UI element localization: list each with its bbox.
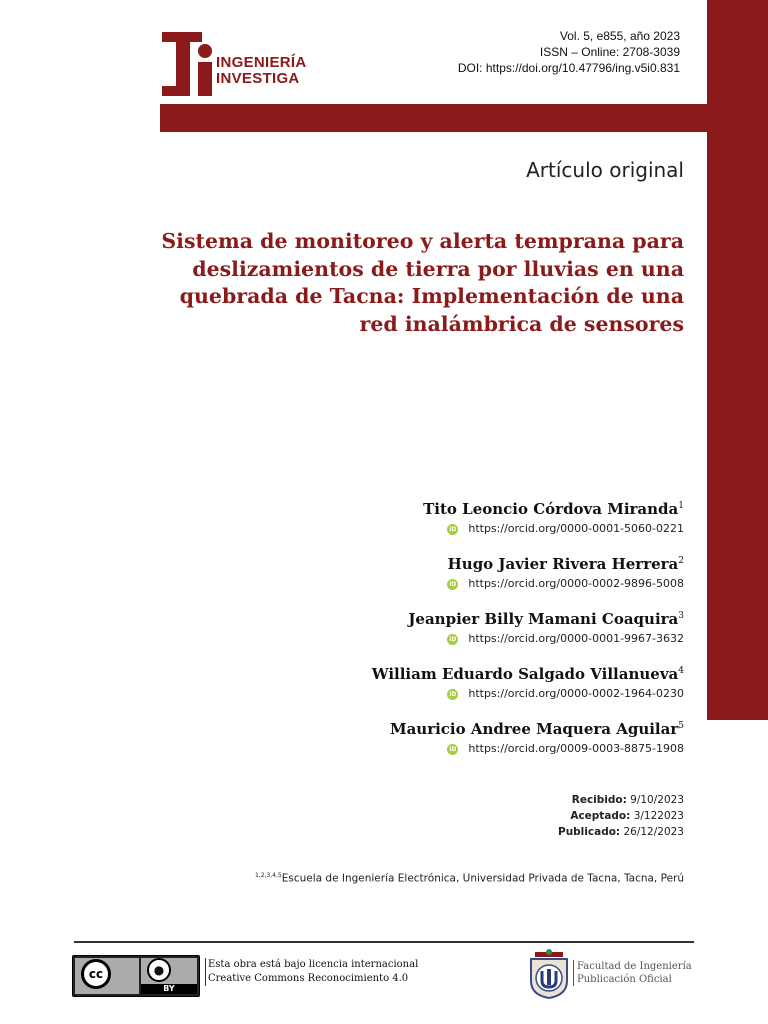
author-entry — [372, 500, 684, 555]
accepted-date: 3/122023 — [633, 810, 684, 822]
author-name: Mauricio Andree Maquera Aguilar — [389, 720, 679, 738]
license-text — [205, 958, 418, 986]
faculty-line1: Facultad de Ingeniería — [577, 961, 692, 972]
issn-info: ISSN – Online: 2708-3039 — [539, 45, 680, 59]
university-seal-icon — [527, 947, 571, 999]
published-label: Publicado: — [558, 826, 621, 838]
article-dates — [558, 792, 684, 840]
journal-metadata — [458, 28, 680, 76]
author-name: Jeanpier Billy Mamani Coaquira — [408, 610, 679, 628]
logo-text-line1: INGENIERÍA — [216, 54, 307, 71]
footer-divider — [74, 941, 694, 943]
orcid-icon: iD — [449, 525, 457, 533]
author-entry — [372, 720, 684, 775]
affiliation-numbers: 1,2,3,4,5 — [255, 872, 282, 879]
author-affiliation-number: 4 — [678, 666, 684, 676]
author-entry — [372, 555, 684, 610]
orcid-link[interactable]: https://orcid.org/0000-0002-9896-5008 — [468, 577, 684, 590]
header-accent-bar — [160, 104, 708, 132]
cc-icon: cc — [81, 959, 111, 989]
faculty-text — [573, 960, 692, 986]
author-affiliation-number: 3 — [678, 611, 684, 621]
orcid-icon: iD — [449, 635, 457, 643]
affiliation — [255, 872, 684, 885]
author-name: Tito Leoncio Córdova Miranda — [423, 500, 679, 518]
author-name: William Eduardo Salgado Villanueva — [371, 665, 679, 683]
received-date: 9/10/2023 — [630, 794, 684, 806]
author-entry — [372, 610, 684, 665]
accepted-label: Aceptado: — [570, 810, 631, 822]
license-line2: Creative Commons Reconocimiento 4.0 — [208, 973, 409, 984]
orcid-link[interactable]: https://orcid.org/0000-0001-5060-0221 — [468, 522, 684, 535]
orcid-link[interactable]: https://orcid.org/0000-0002-1964-0230 — [468, 687, 684, 700]
author-entry — [372, 665, 684, 720]
license-line1: Esta obra está bajo licencia internacional — [208, 959, 419, 970]
faculty-line2: Publicación Oficial — [577, 974, 672, 985]
attribution-person-icon: ● — [147, 958, 171, 982]
cc-license-badge[interactable] — [72, 955, 200, 997]
orcid-icon: iD — [449, 580, 457, 588]
article-title: Sistema de monitoreo y alerta temprana para deslizamientos de tierra por lluvias en una quebrada de Tacna: Implementación de una red inalámbrica de sensores — [161, 229, 684, 336]
journal-logo — [160, 30, 330, 100]
doi-link[interactable]: DOI: https://doi.org/10.47796/ing.v5i0.831 — [457, 61, 680, 75]
received-label: Recibido: — [571, 794, 627, 806]
published-date: 26/12/2023 — [623, 826, 684, 838]
author-affiliation-number: 1 — [678, 501, 684, 511]
orcid-icon: iD — [449, 745, 457, 753]
orcid-icon: iD — [449, 690, 457, 698]
side-accent-bar — [707, 0, 768, 720]
by-label: BY — [141, 984, 197, 994]
author-list — [372, 500, 684, 775]
logo-text-line2: INVESTIGA — [216, 70, 300, 87]
volume-info: Vol. 5, e855, año 2023 — [559, 29, 680, 43]
affiliation-text: Escuela de Ingeniería Electrónica, Universidad Privada de Tacna, Tacna, Perú — [281, 872, 684, 885]
orcid-link[interactable]: https://orcid.org/0000-0001-9967-3632 — [468, 632, 684, 645]
author-affiliation-number: 2 — [678, 556, 684, 566]
author-name: Hugo Javier Rivera Herrera — [447, 555, 679, 573]
article-type: Artículo original — [526, 158, 684, 182]
author-affiliation-number: 5 — [678, 721, 684, 731]
orcid-link[interactable]: https://orcid.org/0009-0003-8875-1908 — [468, 742, 684, 755]
